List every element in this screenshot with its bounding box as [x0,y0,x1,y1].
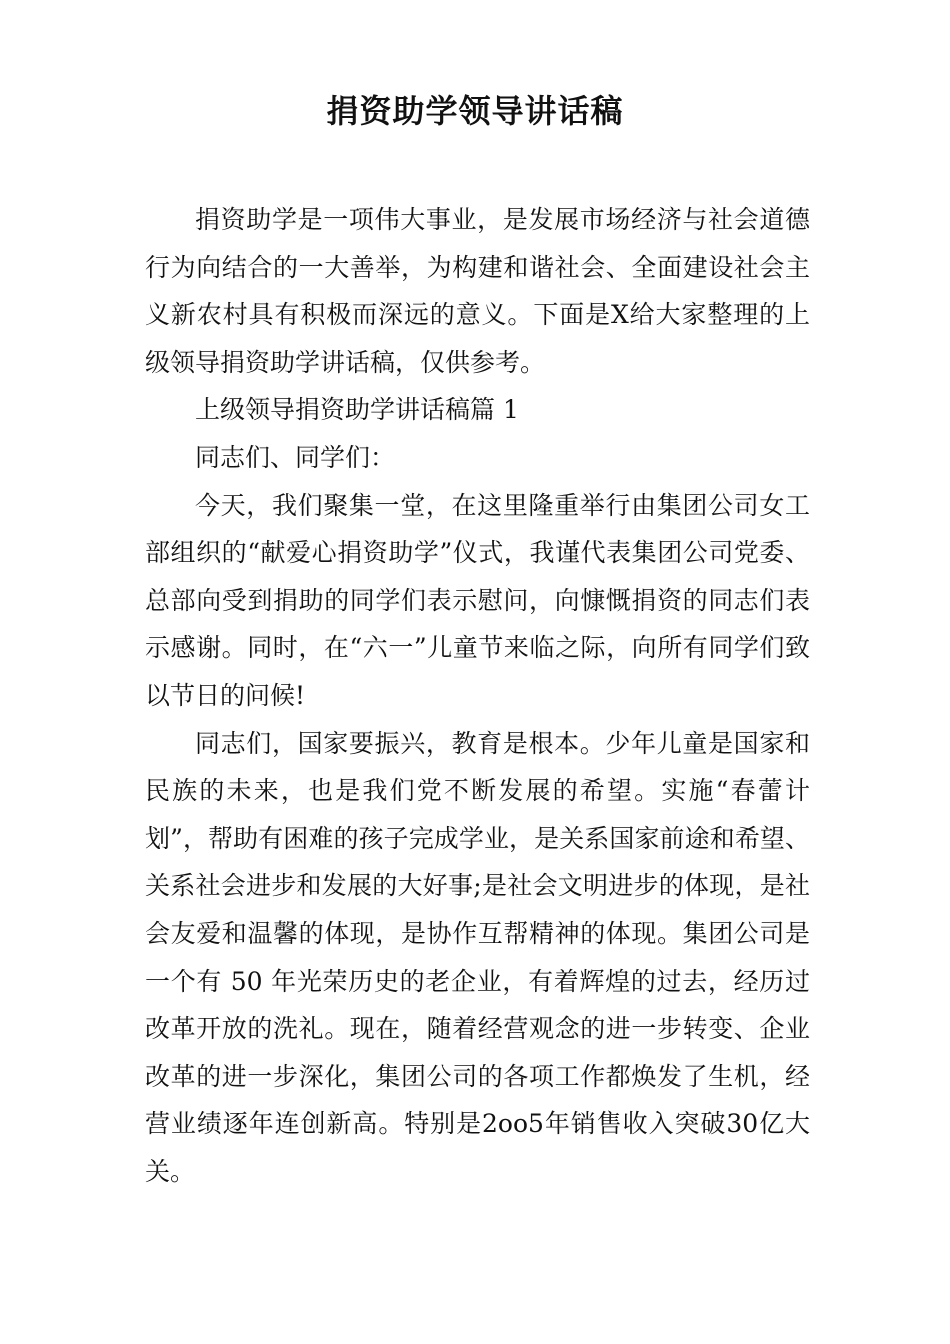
paragraph-intro: 捐资助学是一项伟大事业，是发展市场经济与社会道德行为向结合的一大善举，为构建和谐社会、全面建设社会主义新农村具有积极而深远的意义。下面是X给大家整理的上级领导捐资助学讲话稿，仅供参考。 [145,205,810,377]
paragraph-section-heading: 上级领导捐资助学讲话稿篇 1 [195,395,519,425]
document-body [145,196,810,1195]
paragraph-opening: 今天，我们聚集一堂，在这里隆重举行由集团公司女工部组织的“献爱心捐资助学”仪式，我谨代表集团公司党委、总部向受到捐助的同学们表示慰问，向慷慨捐资的同志们表示感谢。同时，在“六一”儿童节来临之际，向所有同学们致以节日的问候! [145,490,810,710]
document-title: 捐资助学领导讲话稿 [326,92,624,130]
paragraph-salutation: 同志们、同学们： [195,442,396,472]
paragraph-main: 同志们，国家要振兴，教育是根本。少年儿童是国家和民族的未来，也是我们党不断发展的希望。实施“春蕾计划”，帮助有困难的孩子完成学业，是关系国家前途和希望、关系社会进步和发展的大好事;是社会文明进步的体现，是社会友爱和温馨的体现，是协作互帮精神的体现。集团公司是一个有 50 年光荣历史的老企业，有着辉煌的过去，经历过改革开放的洗礼。现在，随着经营观念的进一步转变、企业改革的进一步深化，集团公司的各项工作都焕发了生机，经营业绩逐年连创新高。特别是2oo5年销售收入突破30亿大关。 [145,728,810,1186]
